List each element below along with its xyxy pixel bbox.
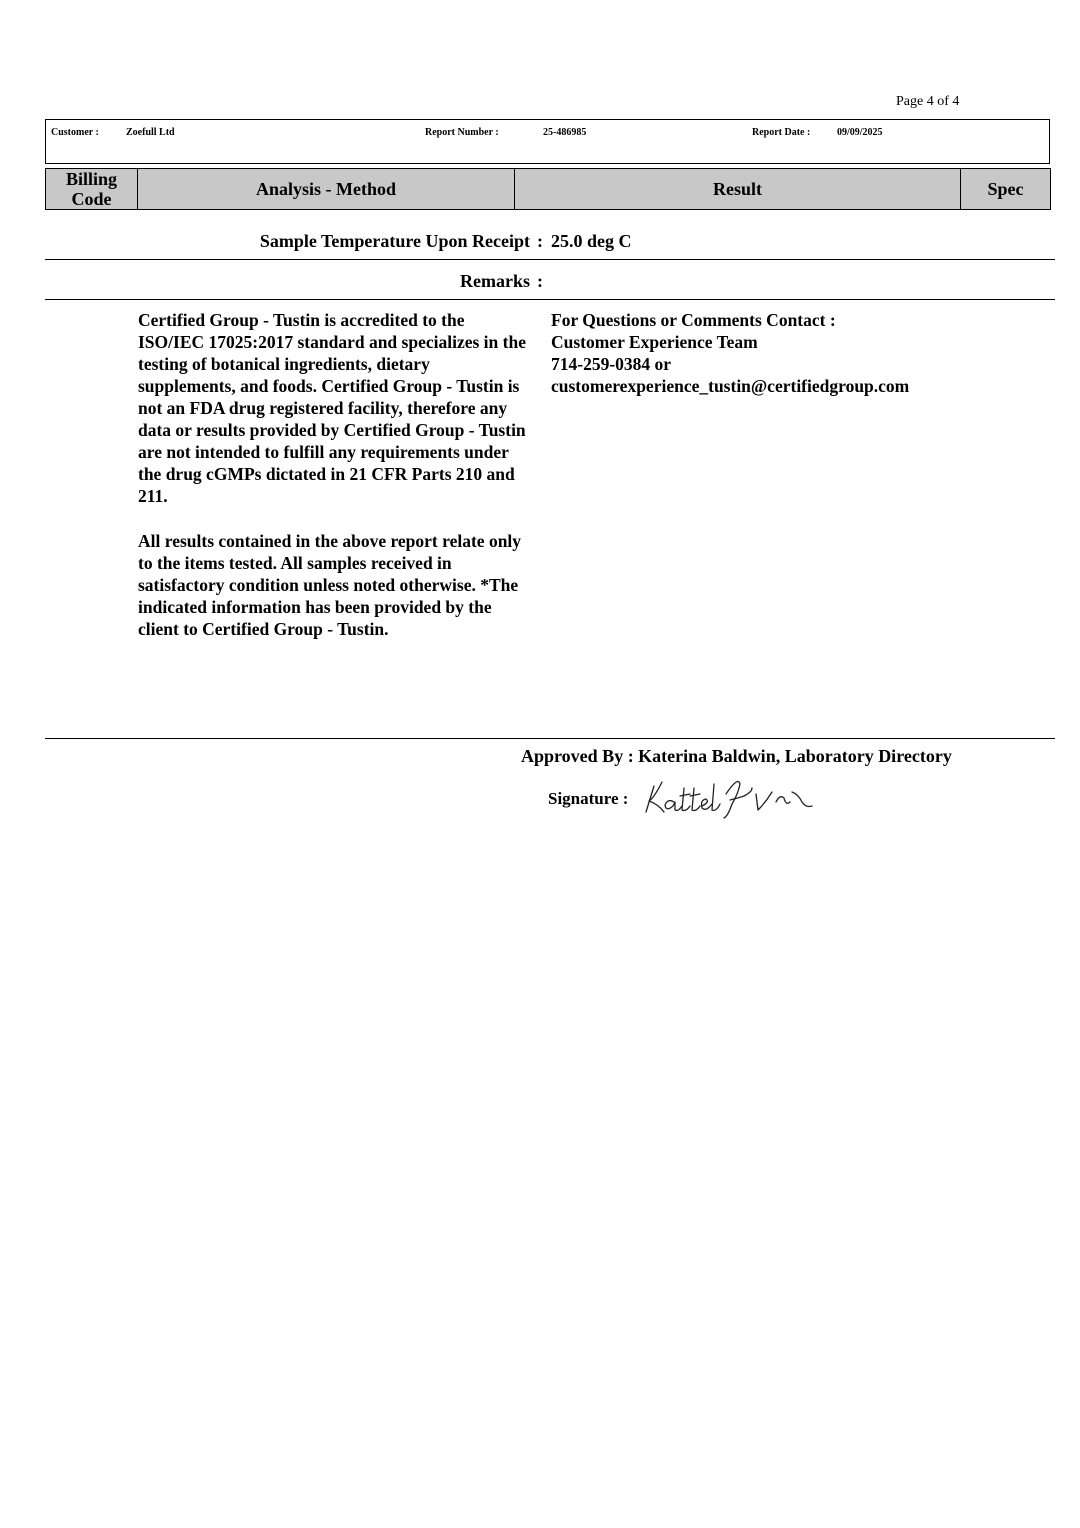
column-spec: Spec <box>987 179 1024 199</box>
remarks-label: Remarks <box>460 271 530 291</box>
column-billing-code: Billing Code <box>46 169 138 209</box>
column-header-row <box>45 168 1051 210</box>
sample-temperature-value: 25.0 deg C <box>551 231 632 251</box>
customer-value: Zoefull Ltd <box>126 127 175 138</box>
customer-label: Customer : <box>51 127 99 138</box>
divider-line <box>45 259 1055 260</box>
accreditation-paragraph: Certified Group - Tustin is accredited to the ISO/IEC 17025:2017 standard and specializes in the testing of botanical ingredients, dietary supplements, and foods. Certified Group - Tustin is not an FDA drug registered facility, therefore any data or results provided by Certified Group - Tustin are not intended to fulfill any requirements under the drug cGMPs dictated in 21 CFR Parts 210 and 211. <box>138 310 526 506</box>
page-number: Page 4 of 4 <box>896 94 960 109</box>
divider-line <box>45 738 1055 739</box>
signature-label: Signature : <box>548 789 629 808</box>
report-date-label: Report Date : <box>752 127 811 138</box>
contact-email: customerexperience_tustin@certifiedgroup.com <box>551 376 910 396</box>
divider-line <box>45 299 1055 300</box>
approved-by: Approved By : Katerina Baldwin, Laboratory Directory <box>521 746 952 766</box>
sample-temperature-label: Sample Temperature Upon Receipt <box>259 231 530 251</box>
column-result: Result <box>515 169 961 209</box>
report-number-label: Report Number : <box>425 127 499 138</box>
contact-phone: 714-259-0384 or <box>551 354 672 374</box>
results-disclaimer-paragraph: All results contained in the above report relate only to the items tested. All samples received in satisfactory condition unless noted otherwise. *The indicated information has been provided by the client to Certified Group - Tustin. <box>138 531 522 639</box>
remarks-colon: : <box>537 271 543 291</box>
report-date-value: 09/09/2025 <box>837 127 883 138</box>
contact-heading: For Questions or Comments Contact : <box>551 310 836 330</box>
column-analysis-method: Analysis - Method <box>138 169 515 209</box>
contact-team: Customer Experience Team <box>551 332 758 352</box>
sample-temperature-colon: : <box>537 231 543 251</box>
contact-block <box>551 309 909 397</box>
report-number-value: 25-486985 <box>543 127 587 138</box>
handwritten-signature <box>640 772 820 820</box>
report-header-box <box>45 119 1050 164</box>
